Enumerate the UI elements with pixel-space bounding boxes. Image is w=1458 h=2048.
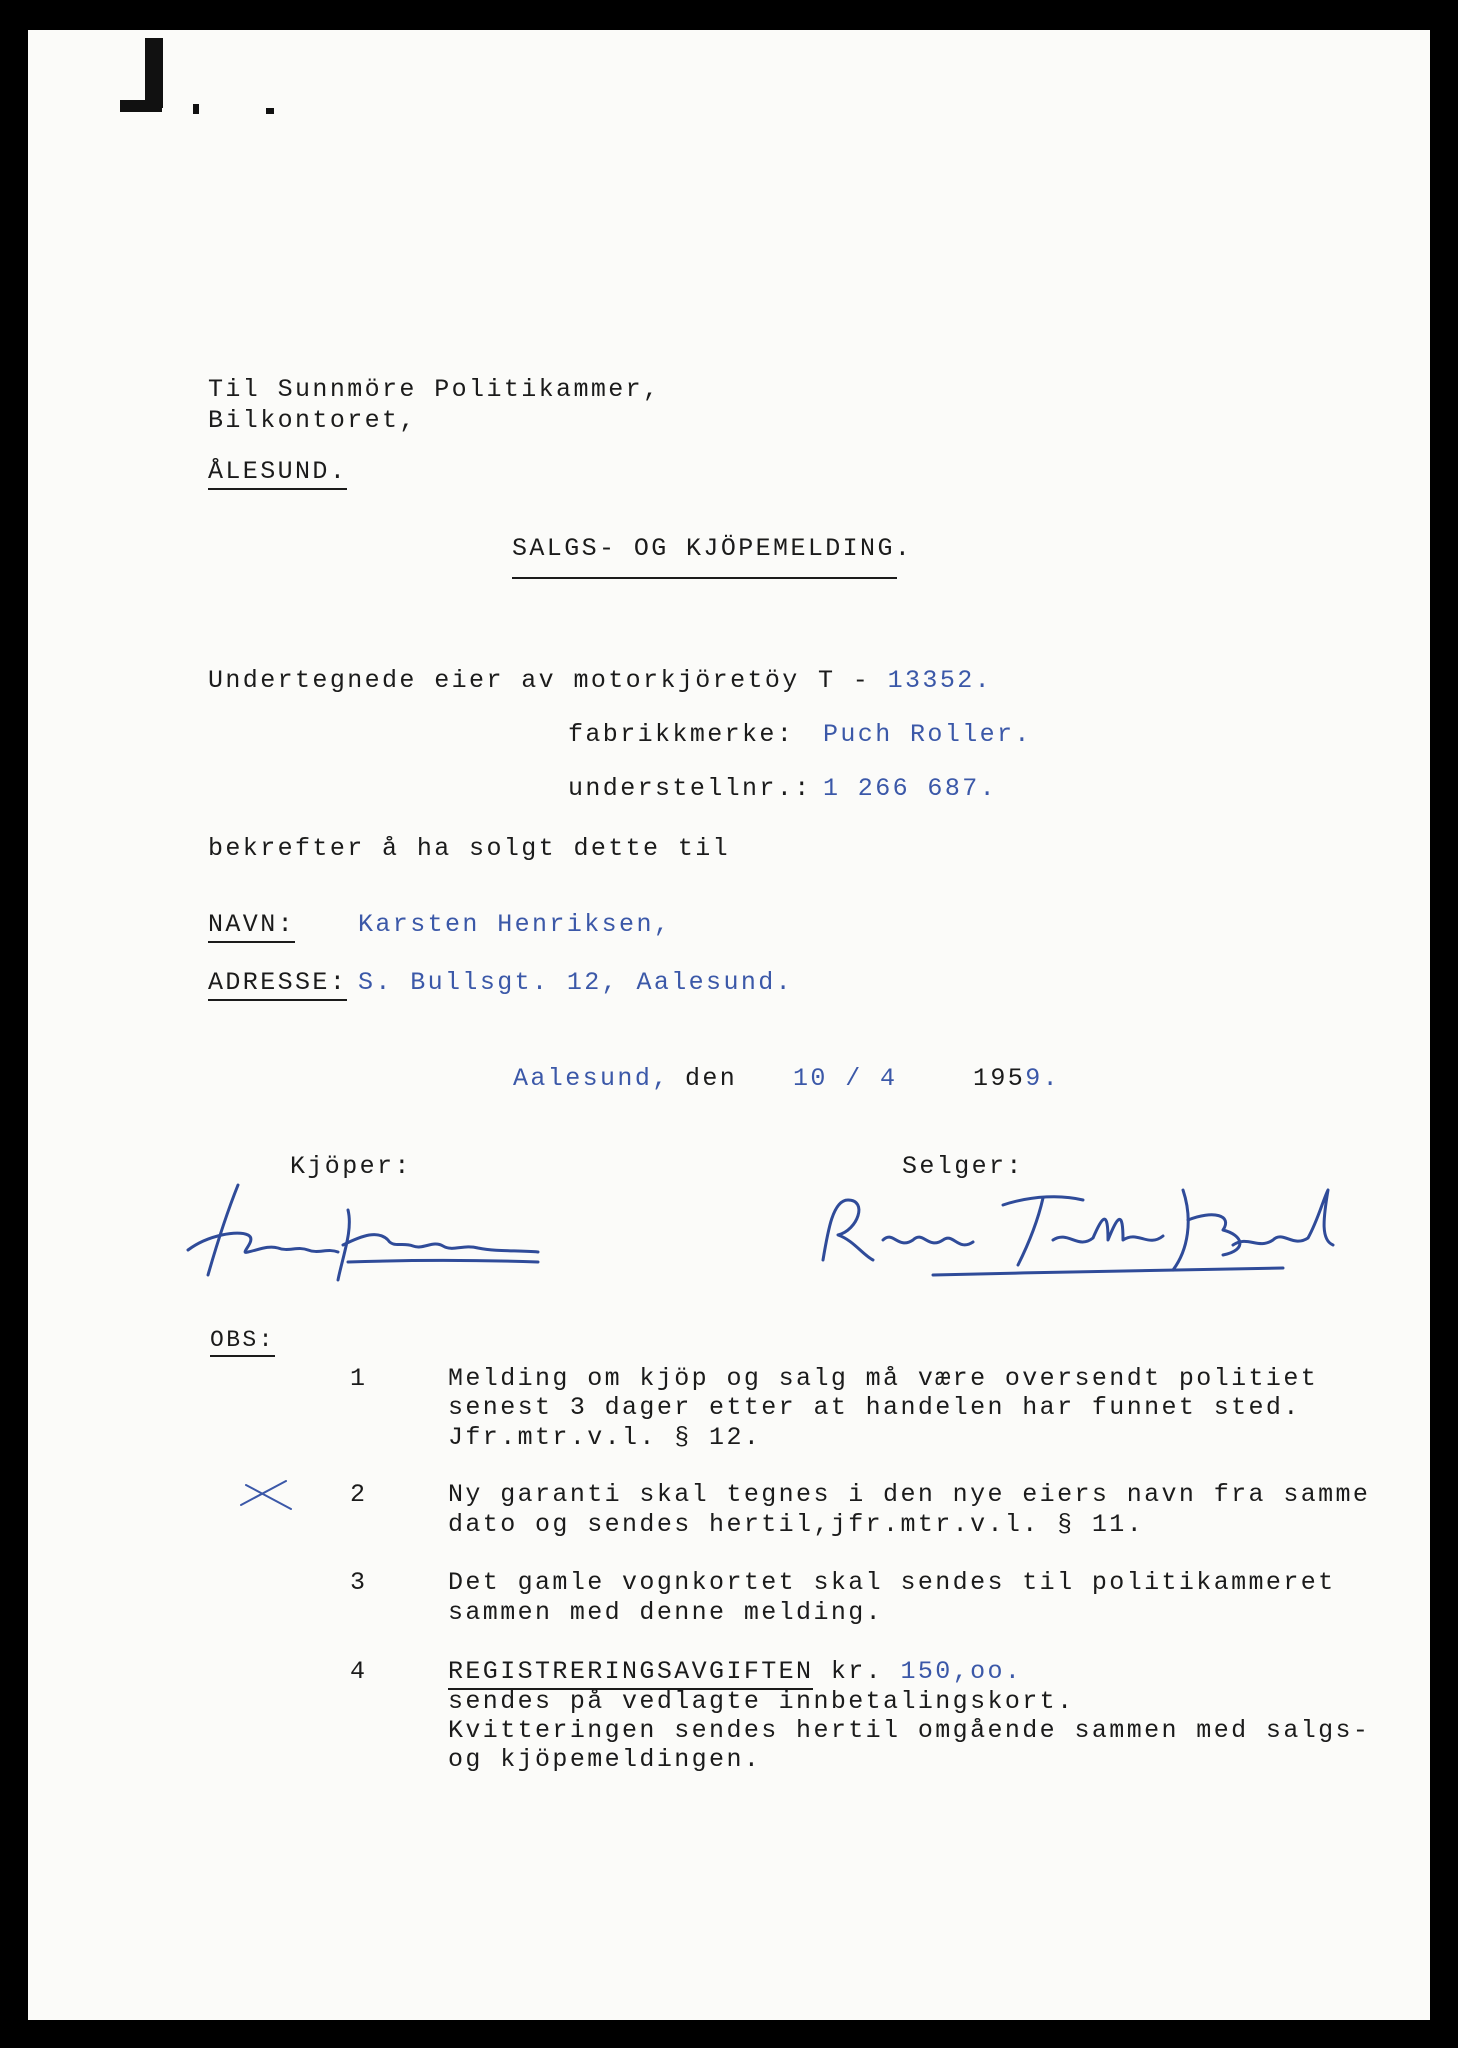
fee-value: 150,oo. (900, 1657, 1023, 1686)
x-mark (236, 1475, 296, 1515)
place: Aalesund, (513, 1064, 670, 1093)
seller-signature-label: Selger: (902, 1152, 1024, 1181)
document-page (28, 30, 1430, 2020)
seller-signature (803, 1160, 1363, 1280)
chassis-label: understellnr.: (568, 774, 812, 803)
address-value: S. Bullsgt. 12, Aalesund. (358, 968, 794, 997)
reg-number: T - 13352. (818, 666, 993, 695)
fee-currency: kr. (830, 1657, 884, 1686)
name-label: NAVN: (208, 910, 295, 940)
owner-label: Undertegnede eier av motorkjöretöy (208, 666, 800, 695)
hole-mark (266, 108, 274, 114)
obs-item-2-line-2: dato og sendes hertil,jfr.mtr.v.l. § 11. (448, 1510, 1145, 1539)
obs-item-4-line-2: Kvitteringen sendes hertil omgående sammen med salgs- (448, 1716, 1371, 1745)
obs-item-1-line-2: senest 3 dager etter at handelen har funnet sted. (448, 1393, 1301, 1422)
make-value: Puch Roller. (823, 720, 1032, 749)
document-title: SALGS- OG KJÖPEMELDING. (512, 534, 913, 563)
obs-item-4-line-3: og kjöpemeldingen. (448, 1745, 762, 1774)
obs-item-2-number: 2 (350, 1480, 368, 1509)
date-value: 10 / 4 (793, 1064, 898, 1093)
address-label: ADRESSE: (208, 968, 347, 998)
obs-item-3-number: 3 (350, 1568, 368, 1597)
obs-item-1-line-3: Jfr.mtr.v.l. § 12. (448, 1423, 762, 1452)
hole-mark (193, 104, 199, 114)
addressee-city: ÅLESUND. (208, 457, 347, 487)
chassis-value: 1 266 687. (823, 774, 998, 803)
year: 1959. (973, 1064, 1061, 1093)
hole-mark (145, 38, 163, 108)
addressee-line-2: Bilkontoret, (208, 406, 417, 435)
buyer-signature (178, 1180, 578, 1290)
obs-item-4-fee-line (448, 1657, 1022, 1687)
make-label: fabrikkmerke: (568, 720, 795, 749)
title-underline (512, 577, 897, 579)
obs-item-4-line-1: sendes på vedlagte innbetalingskort. (448, 1687, 1075, 1716)
obs-label: OBS: (210, 1325, 275, 1355)
confirm-text: bekrefter å ha solgt dette til (208, 834, 731, 863)
obs-item-4-number: 4 (350, 1657, 368, 1686)
fee-label: REGISTRERINGSAVGIFTEN (448, 1657, 813, 1690)
obs-item-3-line-1: Det gamle vognkortet skal sendes til politikammeret (448, 1568, 1336, 1597)
name-value: Karsten Henriksen, (358, 910, 672, 939)
obs-item-2-line-1: Ny garanti skal tegnes i den nye eiers navn fra samme (448, 1480, 1371, 1509)
addressee-line-1: Til Sunnmöre Politikammer, (208, 375, 661, 404)
date-den: den (685, 1064, 738, 1093)
hole-mark (120, 100, 162, 112)
buyer-signature-label: Kjöper: (290, 1152, 412, 1181)
reg-number-value: 13352. (887, 666, 993, 695)
obs-item-1-number: 1 (350, 1364, 368, 1393)
obs-item-1-line-1: Melding om kjöp og salg må være oversendt politiet (448, 1364, 1319, 1393)
obs-item-3-line-2: sammen med denne melding. (448, 1598, 884, 1627)
